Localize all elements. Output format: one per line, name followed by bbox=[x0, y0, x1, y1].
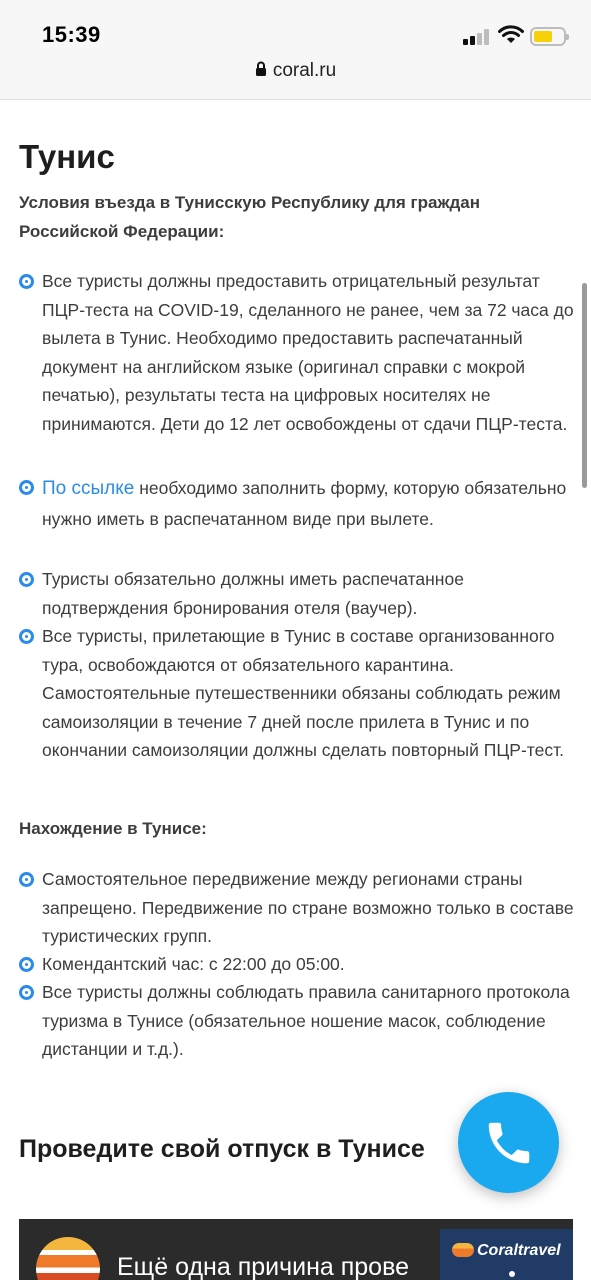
bullet-icon bbox=[19, 274, 34, 289]
list-item-text: Туристы обязательно должны иметь распечатанное подтверждения бронирования отеля (ваучер). bbox=[42, 569, 464, 618]
video-preview[interactable] bbox=[19, 1219, 573, 1280]
list-item bbox=[19, 267, 574, 438]
address-bar[interactable] bbox=[0, 60, 591, 90]
cellular-signal-icon bbox=[463, 29, 491, 45]
list-item-text: Самостоятельное передвижение между регионами страны запрещено. Передвижение по стране возможно только в составе туристических групп. bbox=[42, 869, 574, 946]
browser-top-bar bbox=[0, 0, 591, 100]
list-item-text: Все туристы должны соблюдать правила санитарного протокола туризма в Тунисе (обязательное ношение масок, соблюдение дистанции и т.д.). bbox=[42, 982, 570, 1059]
page-title: Тунис bbox=[19, 138, 115, 175]
url-text: coral.ru bbox=[272, 60, 337, 81]
bullet-icon bbox=[19, 872, 34, 887]
list-item bbox=[19, 622, 574, 765]
bullet-icon bbox=[19, 957, 34, 972]
bullet-icon bbox=[19, 985, 34, 1000]
list-item-text: необходимо заполнить форму, которую обязательно нужно иметь в распечатанном виде при вылете. bbox=[42, 478, 567, 529]
phone-icon bbox=[482, 1116, 536, 1170]
channel-logo bbox=[36, 1237, 100, 1280]
list-item bbox=[19, 565, 574, 622]
list-item bbox=[19, 473, 574, 535]
lock-icon bbox=[255, 61, 267, 77]
video-title: Ещё одна причина прове bbox=[117, 1253, 409, 1280]
stay-conditions-heading: Нахождение в Тунисе: bbox=[19, 819, 207, 838]
page-scrollbar[interactable] bbox=[582, 283, 587, 488]
bullet-icon bbox=[19, 480, 34, 495]
list-item-text: Все туристы должны предоставить отрицательный результат ПЦР-теста на COVID-19, сделанного не ранее, чем за 72 часа до вылета в Тунис. Необходимо предоставить распечатанный документ на английском языке (оригинал справки с мокрой печатью), результаты теста на цифровых носителях не принимаются. Дети до 12 лет освобождены от сдачи ПЦР-теста. bbox=[42, 271, 574, 434]
list-item-text: Все туристы, прилетающие в Тунис в составе организованного тура, освобождаются от обязательного карантина. Самостоятельные путешественники обязаны соблюдать режим самоизоляции в течение 7 дней после прилета в Тунис и по окончании самоизоляции должны сделать повторный ПЦР-тест. bbox=[42, 626, 565, 760]
entry-conditions-heading: Условия въезда в Тунисскую Республику для граждан Российской Федерации: bbox=[19, 193, 481, 241]
more-options-icon[interactable] bbox=[509, 1271, 515, 1280]
brand-logo-icon bbox=[452, 1243, 474, 1257]
brand-name: Coraltravel bbox=[477, 1242, 561, 1259]
list-item bbox=[19, 865, 574, 951]
bullet-icon bbox=[19, 629, 34, 644]
list-item bbox=[19, 978, 574, 1064]
wifi-icon bbox=[498, 25, 524, 45]
battery-icon bbox=[530, 27, 566, 46]
bullet-icon bbox=[19, 572, 34, 587]
list-item-text: Комендантский час: с 22:00 до 05:00. bbox=[42, 954, 345, 974]
call-button[interactable] bbox=[458, 1092, 559, 1193]
vacation-heading: Проведите свой отпуск в Тунисе bbox=[19, 1135, 425, 1163]
status-time: 15:39 bbox=[42, 22, 101, 47]
form-link[interactable]: По ссылке bbox=[42, 478, 135, 499]
list-item bbox=[19, 950, 574, 979]
